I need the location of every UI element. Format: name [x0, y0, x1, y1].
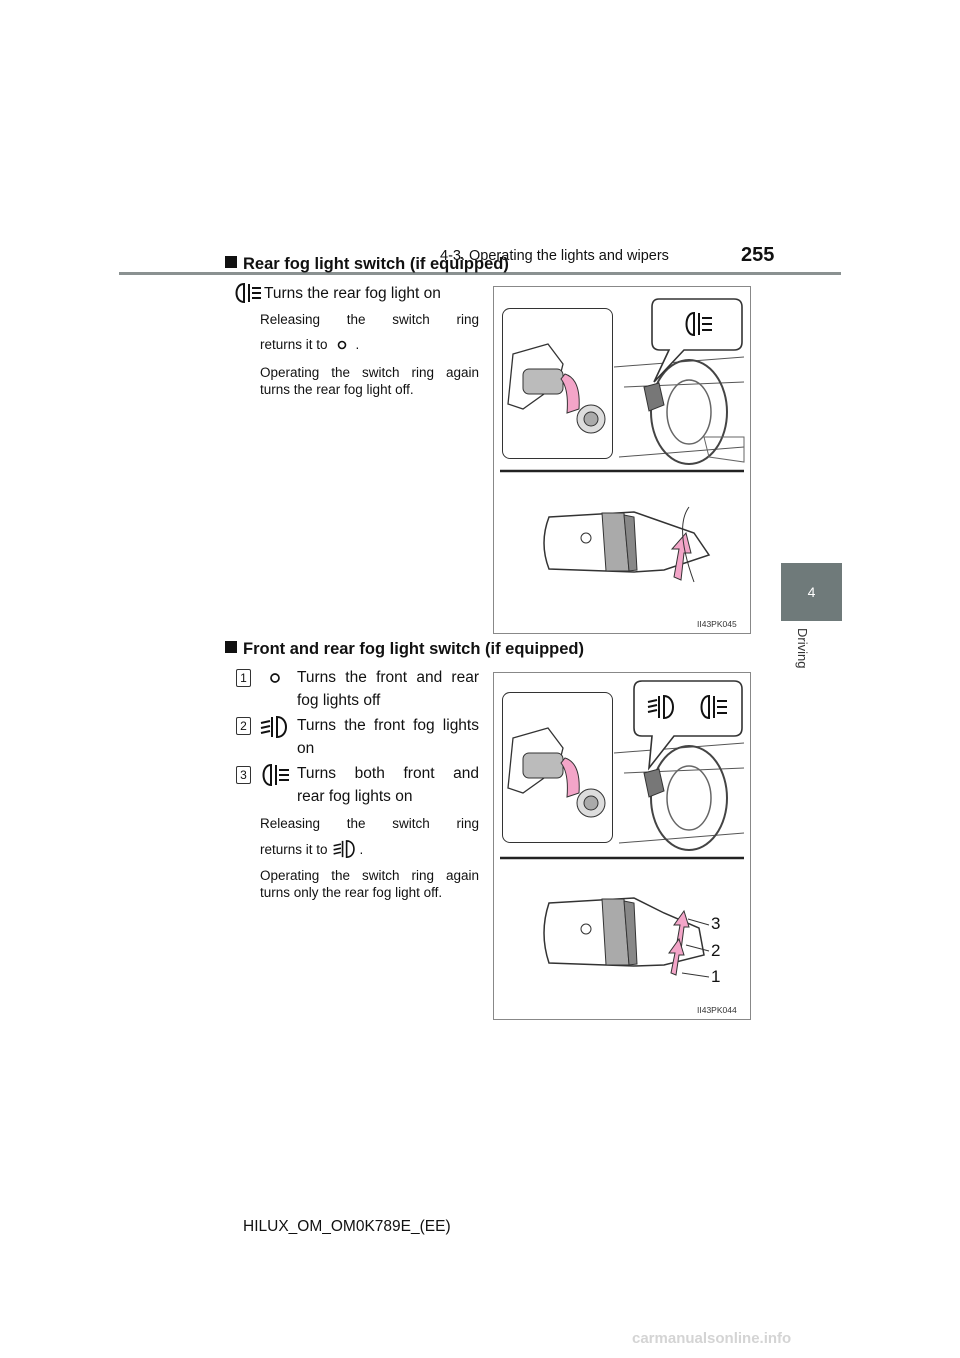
figure-callout-1: 1 — [711, 967, 721, 986]
front-rear-note1-line1: Releasing the switch ring — [260, 816, 479, 831]
front-rear-fog-figure — [493, 672, 751, 1020]
front-fog-icon — [259, 714, 291, 740]
front-rear-note2-line1: Operating the switch ring again — [260, 868, 479, 883]
off-icon — [332, 338, 352, 352]
rear-fog-hand-inset — [502, 308, 613, 459]
item-1-line1: Turns the front and rear — [297, 669, 479, 686]
figure-callout-3: 3 — [711, 914, 721, 933]
item-1-line2: fog lights off — [297, 692, 381, 709]
rear-fog-figure-code: II43PK045 — [697, 619, 737, 629]
item-2-line2: on — [297, 740, 315, 757]
rear-note2-line2: turns the rear fog light off. — [260, 382, 414, 397]
figure-callout-2: 2 — [711, 941, 721, 960]
chapter-number: 4 — [807, 584, 816, 600]
front-rear-section-title: Front and rear fog light switch (if equipped) — [225, 640, 584, 659]
rear-fog-icon — [232, 281, 262, 305]
document-id: HILUX_OM_OM0K789E_(EE) — [243, 1218, 451, 1235]
section-title: 4-3. Operating the lights and wipers — [440, 248, 669, 264]
off-icon — [264, 670, 286, 686]
rear-fog-item — [232, 281, 441, 305]
item-2-line1: Turns the front fog lights — [297, 717, 479, 734]
watermark: carmanualsonline.info — [632, 1330, 792, 1347]
front-rear-fog-icon — [259, 762, 291, 788]
item-3-line1: Turns both front and — [297, 765, 479, 782]
item-number-3: 3 — [236, 766, 251, 784]
front-rear-figure-code: II43PK044 — [697, 1005, 737, 1015]
rear-fog-section-title: Rear fog light switch (if equipped) — [225, 255, 509, 274]
rear-note1-line1: Releasing the switch ring — [260, 312, 479, 327]
front-rear-note2-line2: turns only the rear fog light off. — [260, 885, 443, 900]
item-number-2: 2 — [236, 717, 251, 735]
square-bullet-icon — [225, 256, 237, 268]
front-fog-icon — [332, 838, 358, 860]
front-rear-note1-line2: returns it to . — [260, 838, 363, 860]
item-number-1: 1 — [236, 669, 251, 687]
chapter-label: Driving — [795, 628, 810, 669]
rear-fog-item-text: Turns the rear fog light on — [264, 284, 441, 302]
front-rear-hand-inset — [502, 692, 613, 843]
rear-fog-figure — [493, 286, 751, 634]
square-bullet-icon — [225, 641, 237, 653]
rear-note1-line2: returns it to . — [260, 337, 360, 352]
rear-note2-line1: Operating the switch ring again — [260, 365, 479, 380]
chapter-tab[interactable] — [781, 563, 842, 621]
item-3-line2: rear fog lights on — [297, 788, 413, 805]
page-number: 255 — [741, 244, 775, 266]
